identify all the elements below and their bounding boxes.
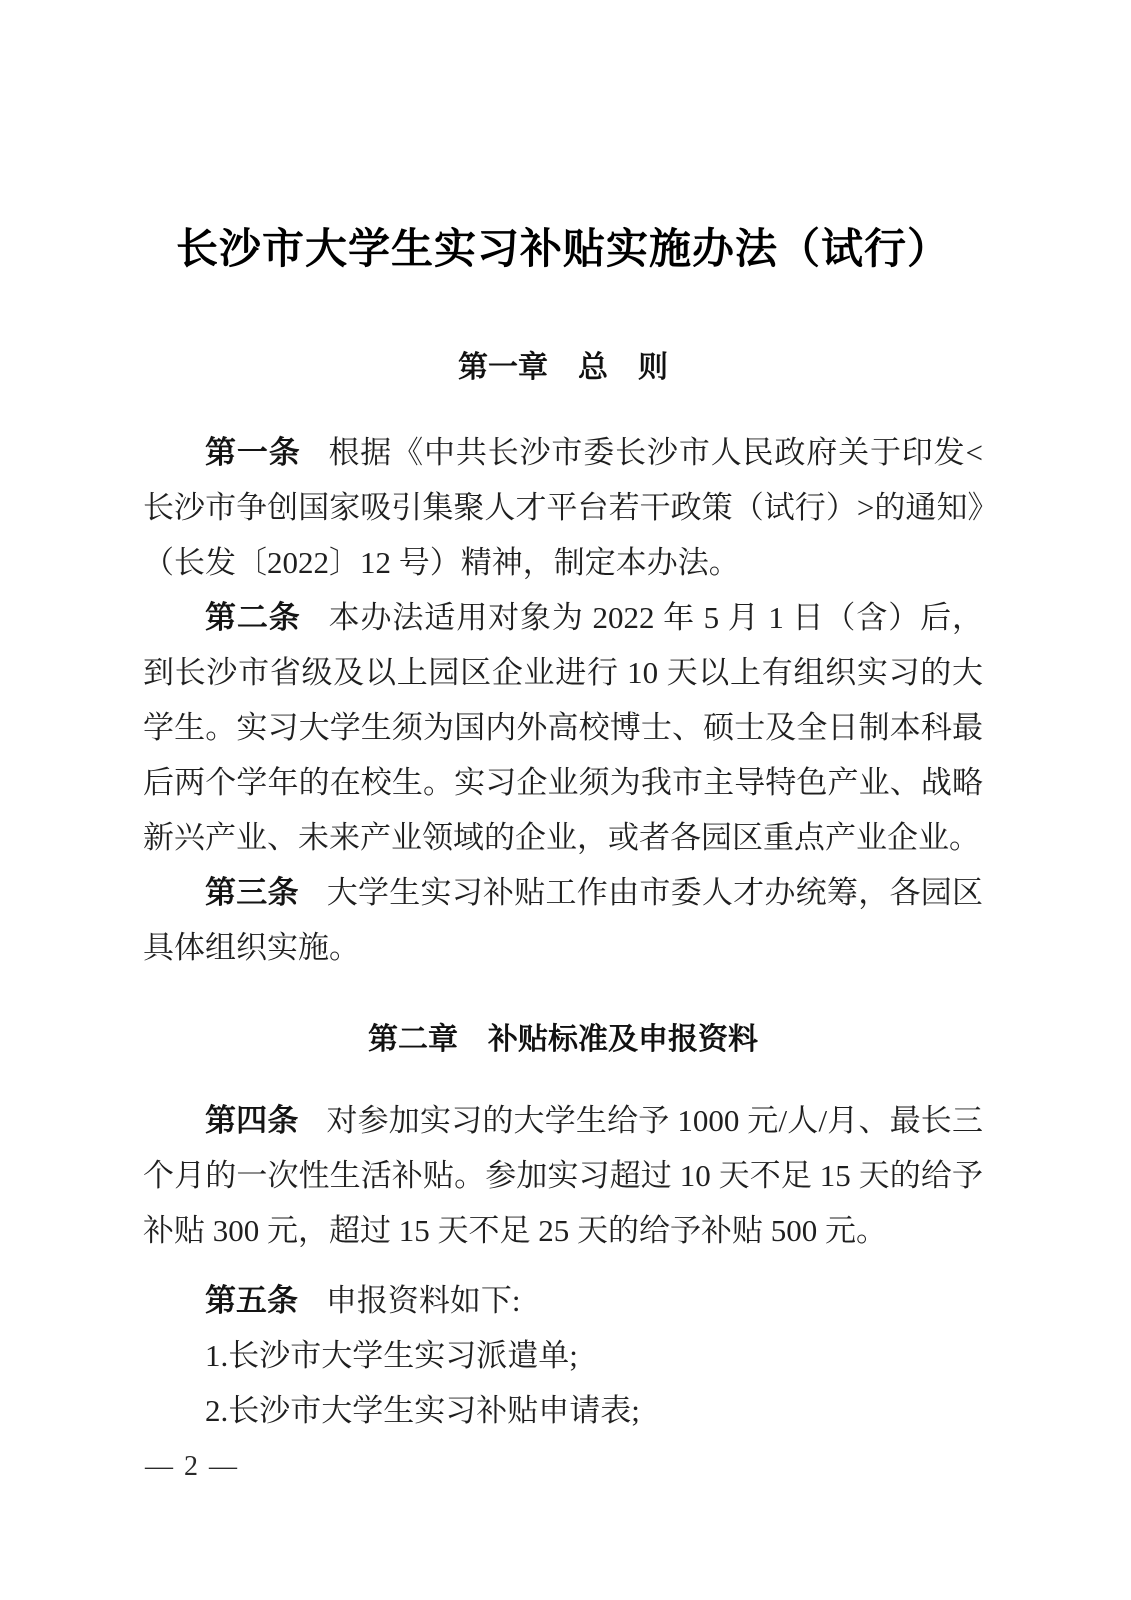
article-2-text: 本办法适用对象为 2022 年 5 月 1 日（含）后，到长沙市省级及以上园区企业进行 10 天以上有组织实习的大学生。实习大学生须为国内外高校博士、硕士及全日制本科最后两个学年的在校生。实习企业须为我市主导特色产业、战略新兴产业、未来产业领域的企业，或者各园区重点产业企业。 — [143, 600, 984, 855]
chapter-2-heading: 第二章 补贴标准及申报资料 — [368, 1023, 758, 1056]
article-4 — [143, 1093, 983, 1258]
article-4-text: 对参加实习的大学生给予 1000 元/人/月、最长三个月的一次性生活补贴。参加实习超过 10 天不足 15 天的给予补贴 300 元，超过 15 天不足 25 天的给予补贴 500 元。 — [143, 1103, 983, 1248]
document-content — [0, 222, 1131, 1438]
article-1-text: 根据《中共长沙市委长沙市人民政府关于印发<长沙市争创国家吸引集聚人才平台若干政策（试行）>的通知》（长发〔2022〕12 号）精神，制定本办法。 — [143, 435, 983, 580]
page-number: — 2 — — [145, 1451, 239, 1482]
article-3-text: 大学生实习补贴工作由市委人才办统筹，各园区具体组织实施。 — [143, 875, 983, 965]
article-5 — [143, 1273, 983, 1328]
article-1-label: 第一条 — [205, 435, 301, 470]
article-4-label: 第四条 — [205, 1103, 299, 1138]
article-5-label: 第五条 — [205, 1283, 298, 1318]
article-1 — [143, 425, 983, 590]
chapter-1-heading: 第一章 总 则 — [458, 351, 668, 384]
article-2-label: 第二条 — [205, 600, 301, 635]
list-item-2: 2.长沙市大学生实习补贴申请表; — [205, 1393, 640, 1428]
article-3-label: 第三条 — [205, 875, 299, 910]
document-title: 长沙市大学生实习补贴实施办法（试行） — [175, 227, 950, 273]
list-item-1: 1.长沙市大学生实习派遣单; — [205, 1338, 578, 1373]
article-3 — [143, 865, 983, 975]
article-2 — [143, 590, 983, 865]
article-5-text: 申报资料如下: — [325, 1283, 521, 1318]
